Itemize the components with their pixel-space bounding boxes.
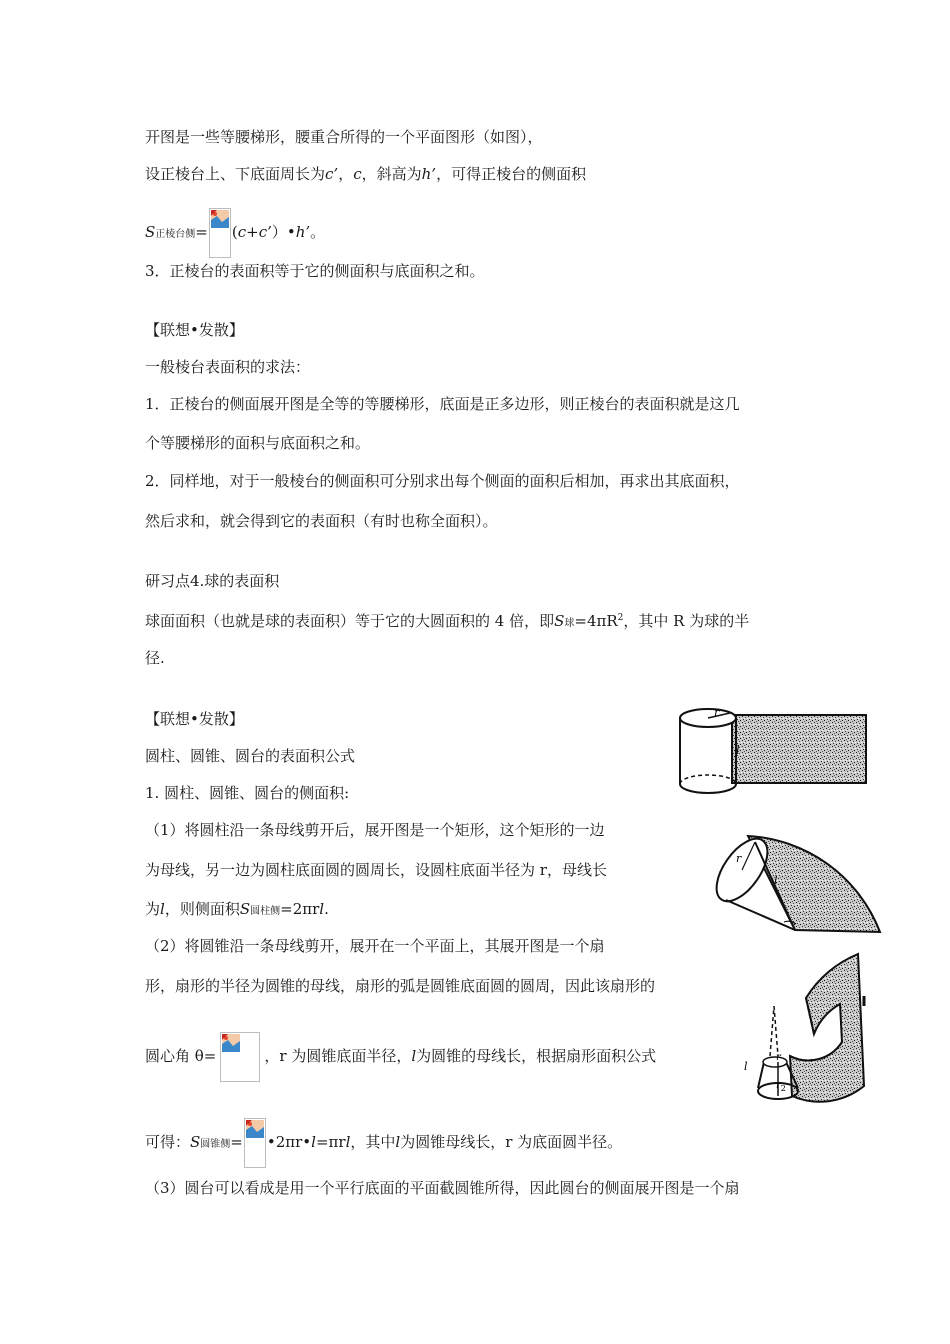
label-r: r	[736, 852, 742, 865]
var-l: l	[311, 1133, 316, 1151]
text-line: 为母线，另一边为圆柱底面圆的圆周长，设圆柱底面半径为 r，母线长	[145, 861, 607, 879]
text-seg: ，	[338, 165, 354, 183]
text-seg: =4πR	[574, 612, 618, 630]
var-S: S	[145, 223, 156, 241]
text-seg: =2πr	[280, 900, 320, 918]
text-line: （2）将圆锥沿一条母线剪开，展开在一个平面上，其展开图是一个扇	[145, 937, 605, 955]
text-line: 圆柱、圆锥、圆台的表面积公式	[145, 747, 356, 765]
text-line: 径.	[145, 649, 165, 667]
text-seg: •2πr•	[266, 1133, 312, 1151]
text-seg: 圆心角 θ=	[145, 1047, 217, 1065]
text-line: 3．正棱台的表面积等于它的侧面积与底面积之和。	[145, 262, 485, 280]
text-seg: =πr	[315, 1133, 346, 1151]
var-l: l	[395, 1133, 401, 1151]
subscript: 正棱台侧	[155, 229, 196, 240]
formula-frustum-lateral	[145, 208, 325, 258]
text-line: 个等腰梯形的面积与底面积之和。	[145, 434, 371, 452]
text-line: 1. 圆柱、圆锥、圆台的侧面积:	[145, 784, 350, 802]
text-seg: ，其中	[350, 1133, 396, 1151]
text-seg: ，斜高为	[361, 165, 422, 183]
subscript: 圆锥侧	[200, 1139, 231, 1150]
broken-image-icon	[220, 1032, 260, 1082]
frustum-unfold-figure	[730, 946, 880, 1116]
text-seg: (	[231, 223, 238, 241]
var-c-plus-c: c+c’	[237, 223, 272, 241]
text-line: 形，扇形的半径为圆锥的母线，扇形的弧是圆锥底面圆的圆周，因此该扇形的	[145, 977, 656, 995]
subscript: 球	[564, 618, 575, 629]
text-line: 1．正棱台的侧面展开图是全等的等腰梯形，底面是正多边形，则正棱台的表面积就是这几	[145, 395, 740, 413]
var-c-prime: c’	[325, 165, 339, 183]
text-line	[145, 899, 329, 922]
text-seg: 为圆锥母线长，r 为底面圆半径。	[400, 1133, 623, 1151]
var-h-prime: h’	[421, 165, 437, 183]
var-l: l	[160, 900, 165, 918]
broken-image-icon	[209, 208, 231, 258]
label-r: r	[714, 706, 720, 719]
var-l: l	[319, 900, 325, 918]
label-r1: r	[776, 1052, 781, 1063]
label-l: l	[744, 1060, 748, 1073]
section-heading: 研习点4.球的表面积	[145, 572, 280, 590]
text-seg: 球面面积（也就是球的表面积）等于它的大圆面积的 4 倍，即	[145, 612, 555, 630]
text-line: （1）将圆柱沿一条母线剪开后，展开图是一个矩形，这个矩形的一边	[145, 821, 605, 839]
text-seg: 为圆锥的母线长，根据扇形面积公式	[416, 1047, 657, 1065]
text-line: 一般棱台表面积的求法：	[145, 358, 311, 376]
section-heading: 【联想•发散】	[145, 321, 244, 339]
text-seg: ，可得正棱台的侧面积	[436, 165, 587, 183]
text-line	[145, 608, 749, 634]
text-seg: 。	[310, 223, 326, 241]
text-seg: ，则侧面积	[164, 900, 240, 918]
var-S: S	[190, 1133, 201, 1151]
text-line	[145, 164, 586, 184]
text-line: 开图是一些等腰梯形，腰重合所得的一个平面图形（如图），	[145, 128, 543, 146]
var-l: l	[345, 1133, 351, 1151]
text-line: 2．同样地，对于一般棱台的侧面积可分别求出每个侧面的面积后相加，再求出其底面积，	[145, 472, 740, 490]
formula-cone-angle	[145, 1032, 656, 1082]
var-c: c	[353, 165, 362, 183]
label-r2-base: r	[776, 1080, 781, 1091]
broken-image-icon	[244, 1118, 266, 1168]
cylinder-unfold-figure	[676, 704, 872, 798]
var-l: l	[411, 1047, 417, 1065]
text-seg: .	[324, 900, 329, 918]
superscript: 2	[617, 613, 624, 623]
label-l: l	[736, 744, 740, 757]
label-r2-subscript: 2	[780, 1084, 786, 1093]
cone-unfold-figure	[700, 812, 888, 942]
label-l: l	[774, 874, 778, 887]
text-seg: 可得：	[145, 1133, 191, 1151]
var-S: S	[554, 612, 565, 630]
text-line: （3）圆台可以看成是用一个平行底面的平面截圆锥所得，因此圆台的侧面展开图是一个扇	[145, 1179, 740, 1197]
text-line: 然后求和，就会得到它的表面积（有时也称全面积）。	[145, 512, 498, 530]
text-seg: ）•	[271, 223, 296, 241]
formula-cone-lateral	[145, 1118, 622, 1168]
text-seg: 设正棱台上、下底面周长为	[145, 165, 326, 183]
text-seg: ，其中 R 为球的半	[623, 612, 750, 630]
var-h-prime: h’	[295, 223, 311, 241]
var-S: S	[239, 900, 251, 918]
section-heading: 【联想•发散】	[145, 710, 244, 728]
subscript: 圆柱侧	[250, 906, 281, 917]
text-seg: =	[230, 1133, 243, 1151]
text-seg: 为	[145, 900, 161, 918]
text-seg: =	[195, 223, 208, 241]
text-seg: ，r 为圆锥底面半径，	[264, 1047, 412, 1065]
